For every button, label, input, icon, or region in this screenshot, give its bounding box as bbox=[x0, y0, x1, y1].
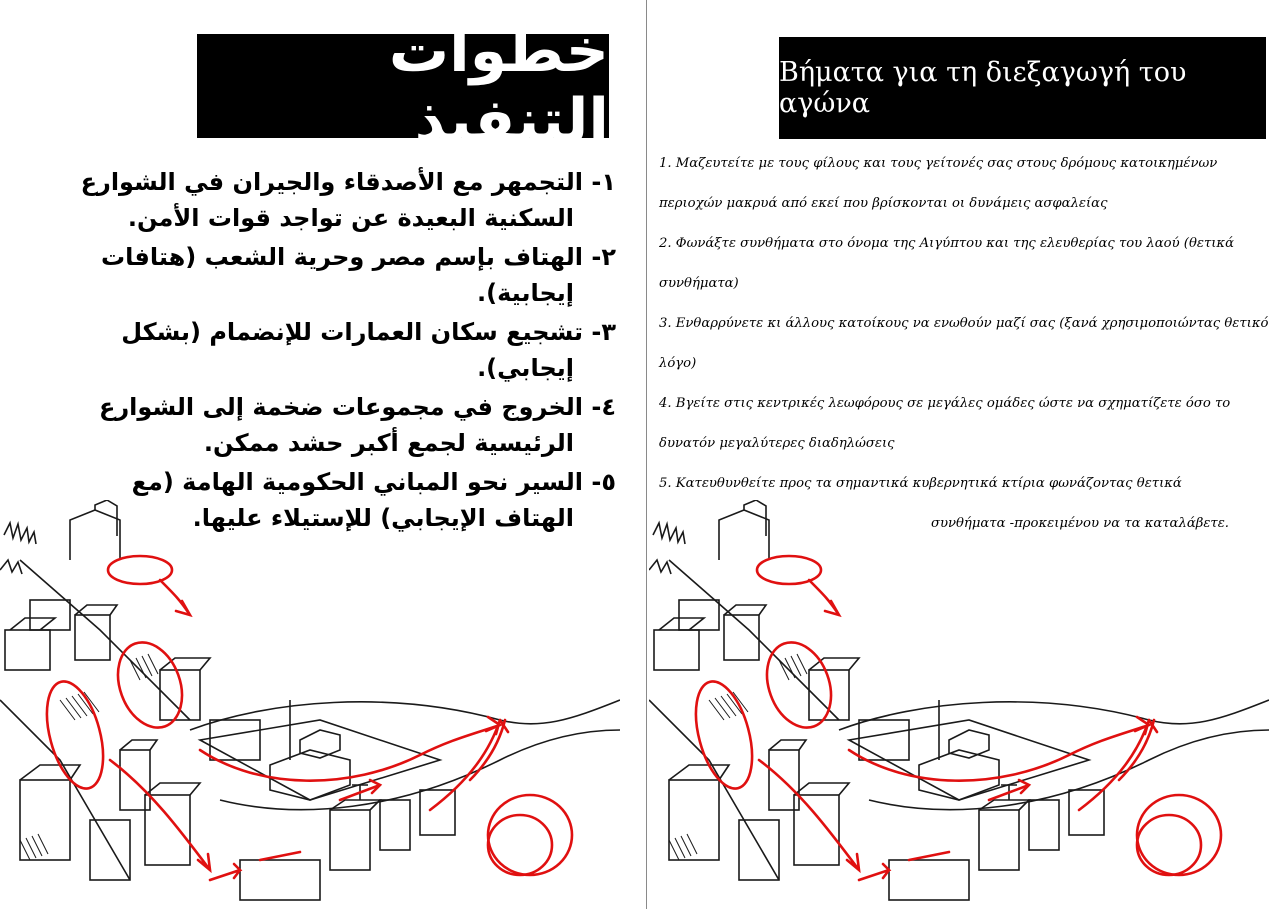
greek-page bbox=[649, 0, 1280, 909]
arabic-step-3: ٣- تشجيع سكان العمارات للإنضمام (بشكل إيجابي). bbox=[121, 318, 616, 382]
greek-step-4: 4. Βγείτε στις κεντρικές λεωφόρους σε μεγάλες ομάδες ώστε να σχηματίζετε όσο το δυνατόν μεγαλύτερες διαδηλώσεις bbox=[659, 396, 1231, 451]
greek-step-1: 1. Μαζευτείτε με τους φίλους και τους γείτονές σας στους δρόμους κατοικημένων περιοχών μακρυά από εκεί που βρίσκονται οι δυνάμεις ασφαλείας bbox=[659, 156, 1218, 211]
greek-title-text: Βήματα για τη διεξαγωγή του αγώνα bbox=[779, 57, 1187, 119]
greek-step-5-line-1: 5. Κατευθυνθείτε προς τα σημαντικά κυβερνητικά κτίρια φωνάζοντας θετικά bbox=[659, 476, 1182, 491]
greek-steps-list bbox=[659, 144, 1269, 544]
greek-step-5-line-2: συνθήματα -προκειμένου να τα καταλάβετε. bbox=[930, 516, 1229, 531]
arabic-title-text: خطوات التنفيذ bbox=[388, 16, 609, 156]
page-divider bbox=[646, 0, 647, 909]
city-sketch-illustration-copy bbox=[649, 500, 1269, 909]
arabic-step-4: ٤- الخروج في مجموعات ضخمة إلى الشوارع الرئيسية لجمع أكبر حشد ممكن. bbox=[98, 393, 616, 457]
arabic-steps-list bbox=[56, 164, 616, 539]
arabic-title bbox=[197, 16, 609, 156]
city-sketch-illustration bbox=[0, 500, 620, 909]
arabic-step-1: ١- التجمهر مع الأصدقاء والجيران في الشوارع السكنية البعيدة عن تواجد قوات الأمن. bbox=[80, 168, 616, 232]
arabic-step-2: ٢- الهتاف بإسم مصر وحرية الشعب (هتافات إيجابية). bbox=[101, 243, 616, 307]
greek-step-3: 3. Ενθαρρύνετε κι άλλους κατοίκους να ενωθούν μαζί σας (ξανά χρησιμοποιώντας θετικό λόγο) bbox=[659, 316, 1269, 371]
greek-title bbox=[779, 37, 1266, 139]
greek-step-2: 2. Φωνάξτε συνθήματα στο όνομα της Αιγύπτου και της ελευθερίας του λαού (θετικά συνθήματα) bbox=[659, 236, 1234, 291]
arabic-step-5: ٥- السير نحو المباني الحكومية الهامة (مع الهتاف الإيجابي) للإستيلاء عليها. bbox=[131, 468, 616, 532]
